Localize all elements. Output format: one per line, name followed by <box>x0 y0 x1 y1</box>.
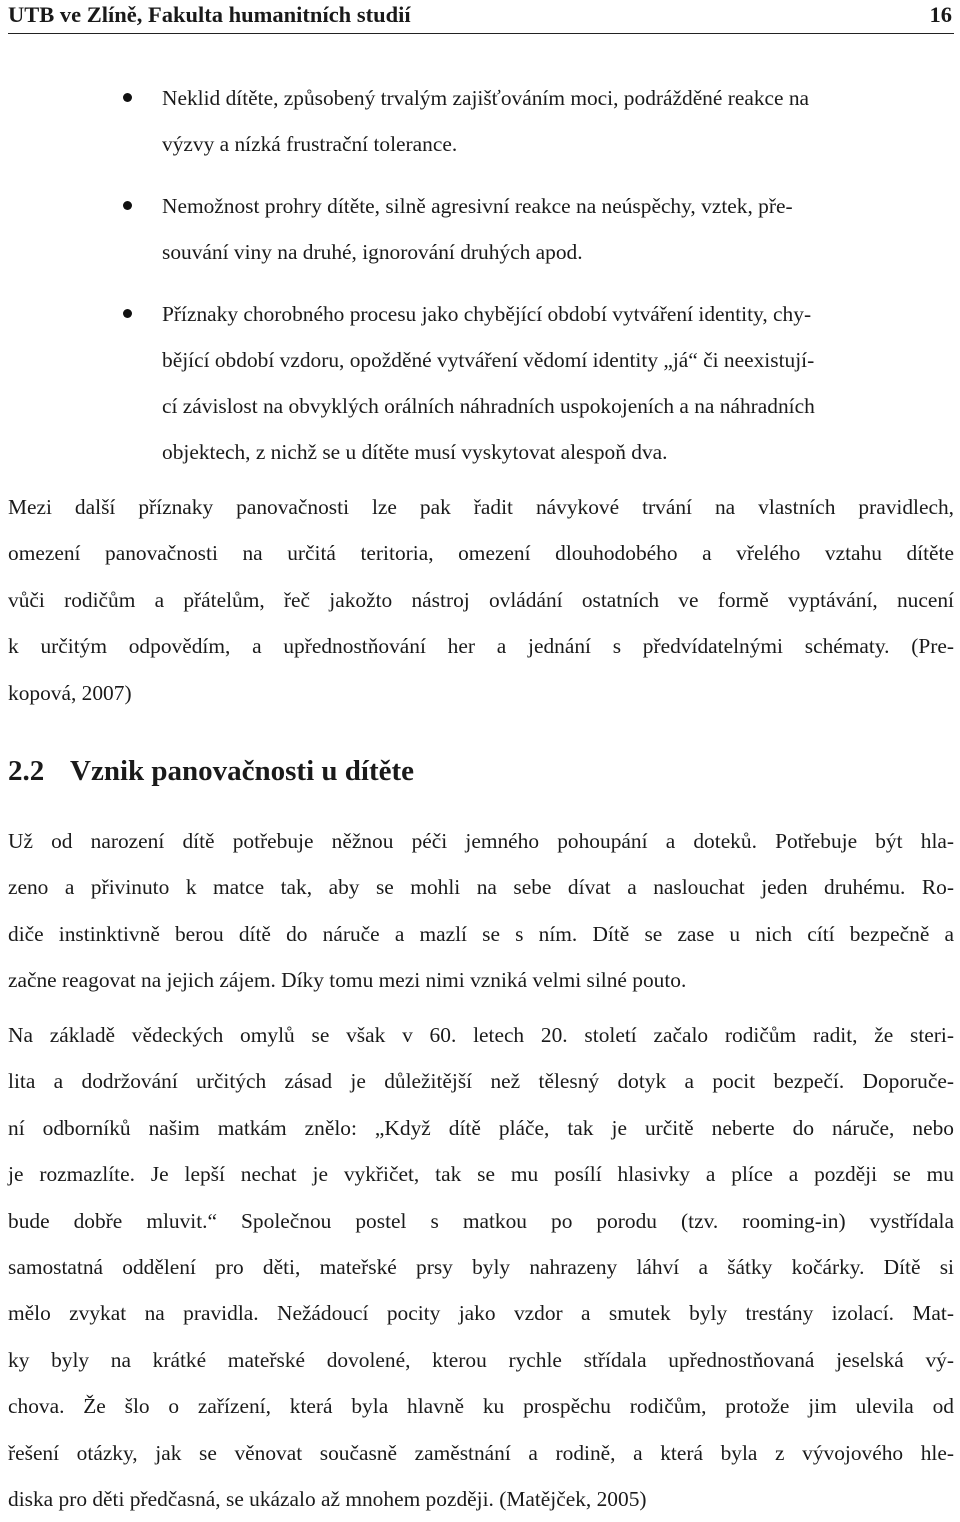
paragraph-line: bude dobře mluvit.“ Společnou postel s matkou po porodu (tzv. rooming-in) vystřídala <box>8 1208 954 1233</box>
page-number: 16 <box>929 2 952 27</box>
paragraph-line: je rozmazlíte. Je lepší nechat je vykřičet, tak se mu posílí hlasivky a plíce a později se mu <box>8 1162 954 1187</box>
list-item <box>0 291 960 475</box>
paragraph-symptoms <box>8 484 954 716</box>
list-item-line: bějící období vzdoru, opožděné vytváření vědomí identity „já“ či neexistují- <box>162 348 815 372</box>
paragraph-line: mělo zvykat na pravidla. Nežádoucí pocity jako vzdor a smutek byly trestány izolací. Mat- <box>8 1301 954 1326</box>
paragraph-line: začne reagovat na jejich zájem. Díky tomu mezi nimi vzniká velmi silné pouto. <box>8 968 687 993</box>
bullet-icon <box>123 201 132 210</box>
paragraph-line: Na základě vědeckých omylů se však v 60. letech 20. století začalo rodičům radit, že steri- <box>8 1023 954 1047</box>
bullet-icon <box>123 309 132 318</box>
list-item <box>0 183 960 275</box>
bullet-icon <box>123 93 132 102</box>
paragraph-line: diče instinktivně berou dítě do náruče a mazlí se s ním. Dítě se zase u nich cítí bezpečně a <box>8 921 954 946</box>
paragraph-line: k určitým odpovědím, a upřednostňování her a jednání s předvídatelnými schématy. (Pre- <box>8 634 954 659</box>
bullet-list <box>0 75 960 475</box>
list-item-line: Příznaky chorobného procesu jako chybějící období vytváření identity, chy- <box>162 302 812 326</box>
paragraph-line: řešení otázky, jak se věnovat současně zaměstnání a rodině, a která byla z vývojového hle- <box>8 1440 954 1465</box>
section-heading <box>8 755 414 788</box>
list-item-line: objektech, z nichž se u dítěte musí vyskytovat alespoň dva. <box>162 440 668 464</box>
paragraph-line: ní odborníků našim matkám znělo: „Když dítě pláče, tak je určitě neberte do náruče, nebo <box>8 1115 954 1140</box>
list-item-line: souvání viny na druhé, ignorování druhých apod. <box>162 240 583 264</box>
page-header <box>8 0 954 34</box>
list-item-line: Neklid dítěte, způsobený trvalým zajišťováním moci, podrážděné reakce na <box>162 86 810 110</box>
paragraph-line: chova. Že šlo o zařízení, která byla hlavně ku prospěchu rodičům, protože jim ulevila od <box>8 1394 954 1419</box>
paragraph-line: diska pro děti předčasná, se ukázalo až mnohem později. (Matějček, 2005) <box>8 1487 647 1512</box>
paragraph-line: Mezi další příznaky panovačnosti lze pak řadit návykové trvání na vlastních pravidlech, <box>8 495 954 519</box>
paragraph-history <box>8 1012 954 1522</box>
paragraph-line: ky byly na krátké mateřské dovolené, kterou rychle střídala upřednostňovaná jeselská vý- <box>8 1347 954 1372</box>
paragraph-line: kopová, 2007) <box>8 680 132 705</box>
section-title: Vznik panovačnosti u dítěte <box>70 755 415 787</box>
paragraph-line: Už od narození dítě potřebuje něžnou péči jemného pohoupání a doteků. Potřebuje být hla- <box>8 829 954 853</box>
paragraph-line: lita a dodržování určitých zásad je důležitější než tělesný dotyk a pocit bezpečí. Doporuče- <box>8 1069 954 1094</box>
section-number: 2.2 <box>8 755 45 787</box>
list-item-line: cí závislost na obvyklých orálních náhradních uspokojeních a na náhradních <box>162 394 815 418</box>
paragraph-line: vůči rodičům a přátelům, řeč jakožto nástroj ovládání ostatních ve formě vyptávání, nucení <box>8 587 954 612</box>
list-item-line: výzvy a nízká frustrační tolerance. <box>162 132 458 156</box>
paragraph-line: samostatná oddělení pro děti, mateřské prsy byly nahrazeny láhví a šátky kočárky. Dítě si <box>8 1255 954 1280</box>
list-item-line: Nemožnost prohry dítěte, silně agresivní reakce na neúspěchy, vztek, pře- <box>162 194 793 218</box>
list-item <box>0 75 960 167</box>
paragraph-line: zeno a přivinuto k matce tak, aby se mohli na sebe dívat a naslouchat jeden druhému. Ro- <box>8 875 954 900</box>
paragraph-line: omezení panovačnosti na určitá teritoria, omezení dlouhodobého a vřelého vztahu dítěte <box>8 541 954 566</box>
paragraph-birth <box>8 818 954 1004</box>
header-title: UTB ve Zlíně, Fakulta humanitních studií <box>8 2 411 27</box>
